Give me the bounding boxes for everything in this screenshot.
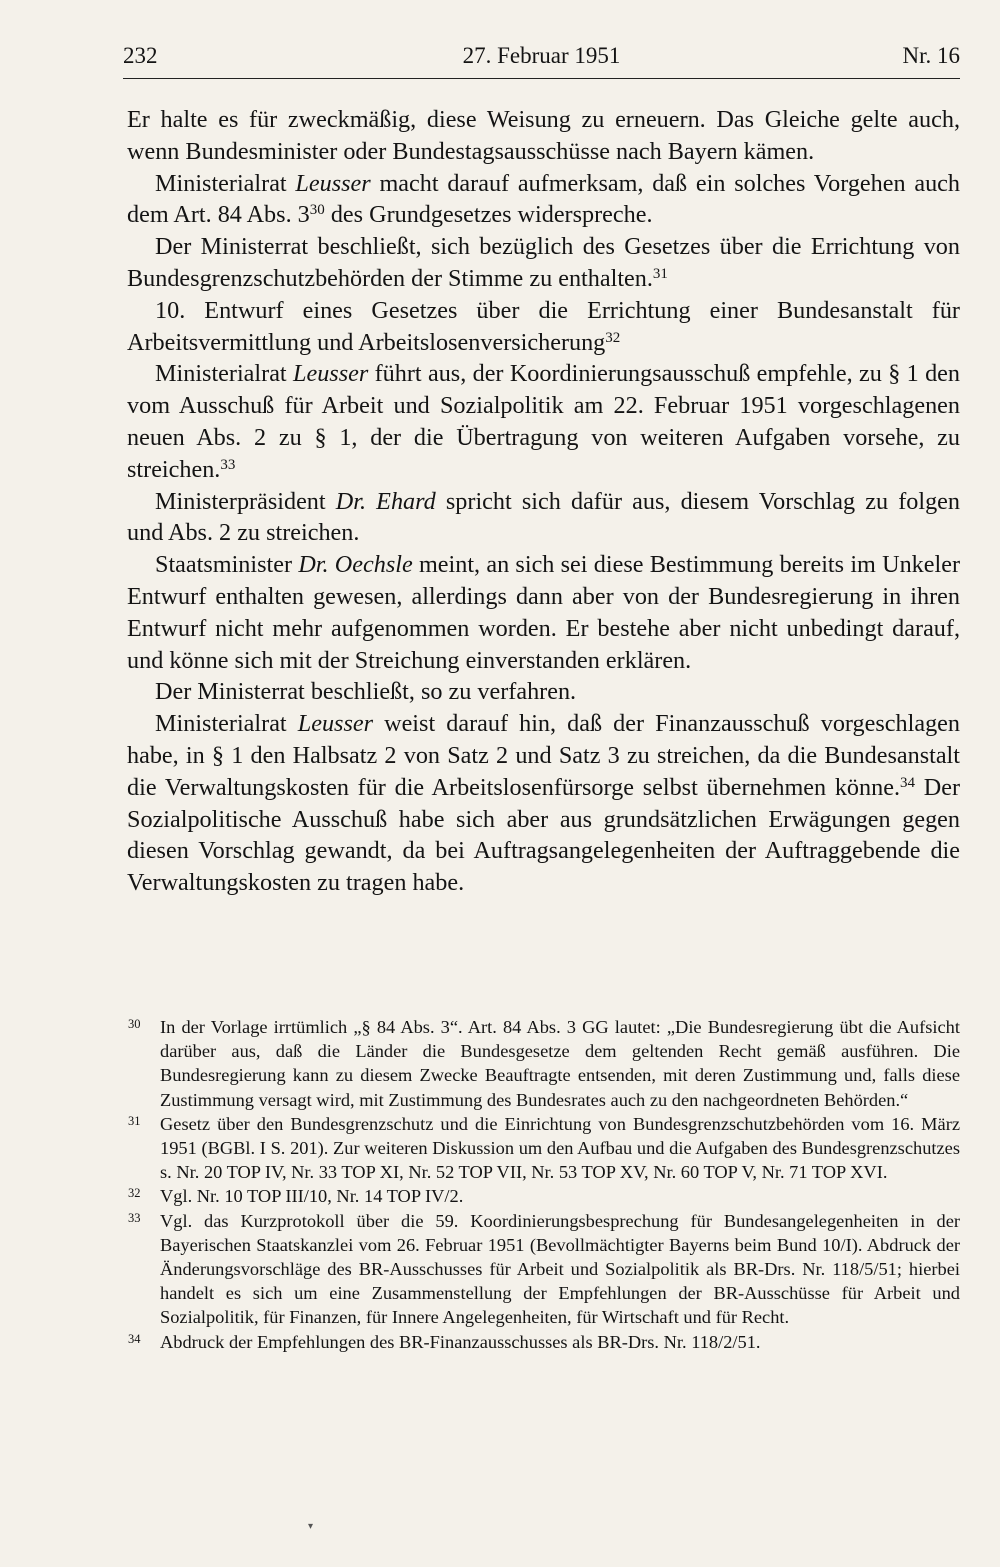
footnote: 30 In der Vorlage irrtümlich „§ 84 Abs. 3“. Art. 84 Abs. 3 GG lautet: „Die Bundesregierung übt die Aufsicht darüber aus, daß die Länder die Bundesgesetze dem geltenden Recht gemäß ausführen. Die Bundesregierung kann zu diesem Zwecke Beauftragte entsenden, mit deren Zustimmung und, falls diese Zustimmung versagt wird, mit Zustimmung des Bundesrates auch zu den nachgeordneten Behörden.“ xyxy=(128,1017,960,1110)
person-name: Dr. Oechsle xyxy=(298,551,413,579)
footnote-ref: 33 xyxy=(220,456,236,473)
footnote-number: 32 xyxy=(128,1186,141,1201)
agenda-item-heading: 10. Entwurf eines Gesetzes über die Errichtung einer Bundesanstalt für Arbeitsvermittlung und Arbeitslosenversicherung$^{32}$ xyxy=(127,296,960,356)
document-number: Nr. 16 xyxy=(902,43,960,68)
main-text xyxy=(127,104,960,899)
footnote-number: 33 xyxy=(128,1210,141,1225)
page-number: 232 xyxy=(123,43,158,68)
paragraph: Ministerialrat Leusser macht darauf aufmerksam, daß ein solches Vorgehen auch dem Art. 84 Abs. $3^{30}$ des Grundgesetzes widerspreche. xyxy=(127,169,960,229)
running-header xyxy=(123,40,960,72)
footnote: 33 Vgl. das Kurzprotokoll über die 59. Koordinierungsbesprechung für Bundesangelegenheiten in der Bayerischen Staatskanzlei vom 26. Februar 1951 (Bevollmächtigter Bayerns beim Bund 10/I). Abdruck der Änderungsvorschläge des BR-Ausschusses für Arbeit und Sozialpolitik als BR-Drs. Nr. 118/5/51; hierbei handelt es sich um eine Zusammenstellung der Empfehlungen der BR-Ausschüsse für Arbeit und Sozialpolitik, für Finanzen, für Innere Angelegenheiten, für Wirtschaft und für Recht. xyxy=(128,1210,960,1328)
footnote: 31 Gesetz über den Bundesgrenzschutz und die Einrichtung von Bundesgrenzschutzbehörden vom 16. März 1951 (BGBl. I S. 201). Zur weiteren Diskussion um den Aufbau und die Aufgaben des Bundesgrenzschutzes s. Nr. 20 TOP IV, Nr. 33 TOP XI, Nr. 52 TOP VII, Nr. 53 TOP XV, Nr. 60 TOP V, Nr. 71 TOP XVI. xyxy=(128,1113,960,1183)
person-name: Dr. Ehard xyxy=(335,487,436,515)
paragraph: Ministerialrat Leusser weist darauf hin, daß der Finanzausschuß vorgeschlagen habe, in § 1 den Halbsatz 2 von Satz 2 und Satz 3 zu streichen, da die Bundesanstalt die Verwaltungskosten für die Arbeitslosenfürsorge selbst übernehmen könne.$^{34}$ Der Sozialpolitische Ausschuß habe sich aber aus grundsätzlichen Erwägungen gegen diesen Vorschlag gewandt, da bei Auftragsangelegenheiten der Auftraggebende die Verwaltungskosten zu tragen habe. xyxy=(127,710,961,897)
footnote: 32 Vgl. Nr. 10 TOP III/10, Nr. 14 TOP IV/2. xyxy=(128,1186,464,1207)
person-name: Leusser xyxy=(295,169,371,197)
footnote: 34 Abdruck der Empfehlungen des BR-Finanzausschusses als BR-Drs. Nr. 118/2/51. xyxy=(128,1331,761,1352)
paragraph: Ministerialrat Leusser führt aus, der Koordinierungsausschuß empfehle, zu § 1 den vom Ausschuß für Arbeit und Sozialpolitik am 22. Februar 1951 vorgeschlagenen neuen Abs. 2 zu § 1, der die Übertragung von weiteren Aufgaben vorsehe, zu streichen.$^{33}$ xyxy=(127,360,960,483)
person-name: Leusser xyxy=(293,360,369,388)
footnote-ref: 31 xyxy=(652,265,668,282)
paragraph: Er halte es für zweckmäßig, diese Weisung zu erneuern. Das Gleiche gelte auch, wenn Bundesminister oder Bundestagsausschüsse nach Bayern kämen. xyxy=(127,106,960,165)
paragraph: Ministerpräsident Dr. Ehard spricht sich dafür aus, diesem Vorschlag zu folgen und Abs. 2 zu streichen. xyxy=(127,487,960,547)
footnote-number: 31 xyxy=(128,1113,141,1128)
footnote-ref: 34 xyxy=(900,774,915,791)
header-rule xyxy=(123,78,960,79)
paragraph: Staatsminister Dr. Oechsle meint, an sich sei diese Bestimmung bereits im Unkeler Entwurf enthalten gewesen, allerdings dann aber von der Bundesregierung in ihren Entwurf nicht mehr aufgenommen worden. Er bestehe aber nicht unbedingt darauf, und könne sich mit der Streichung einverstanden erklären. xyxy=(127,551,961,674)
header-date: 27. Februar 1951 xyxy=(462,43,621,68)
paragraph: Der Ministerrat beschließt, so zu verfahren. xyxy=(155,678,577,706)
footnote-ref: 32 xyxy=(605,329,621,346)
footnote-number: 30 xyxy=(128,1017,141,1031)
footnote-ref: 30 xyxy=(309,202,325,219)
person-name: Leusser xyxy=(297,710,374,738)
footnotes xyxy=(128,1015,960,1354)
print-mark: ▾ xyxy=(308,1521,314,1532)
paragraph: Der Ministerrat beschließt, sich bezüglich des Gesetzes über die Errichtung von Bundesgrenzschutzbehörden der Stimme zu enthalten.$^{31}$ xyxy=(127,233,960,292)
footnote-number: 34 xyxy=(128,1331,141,1346)
